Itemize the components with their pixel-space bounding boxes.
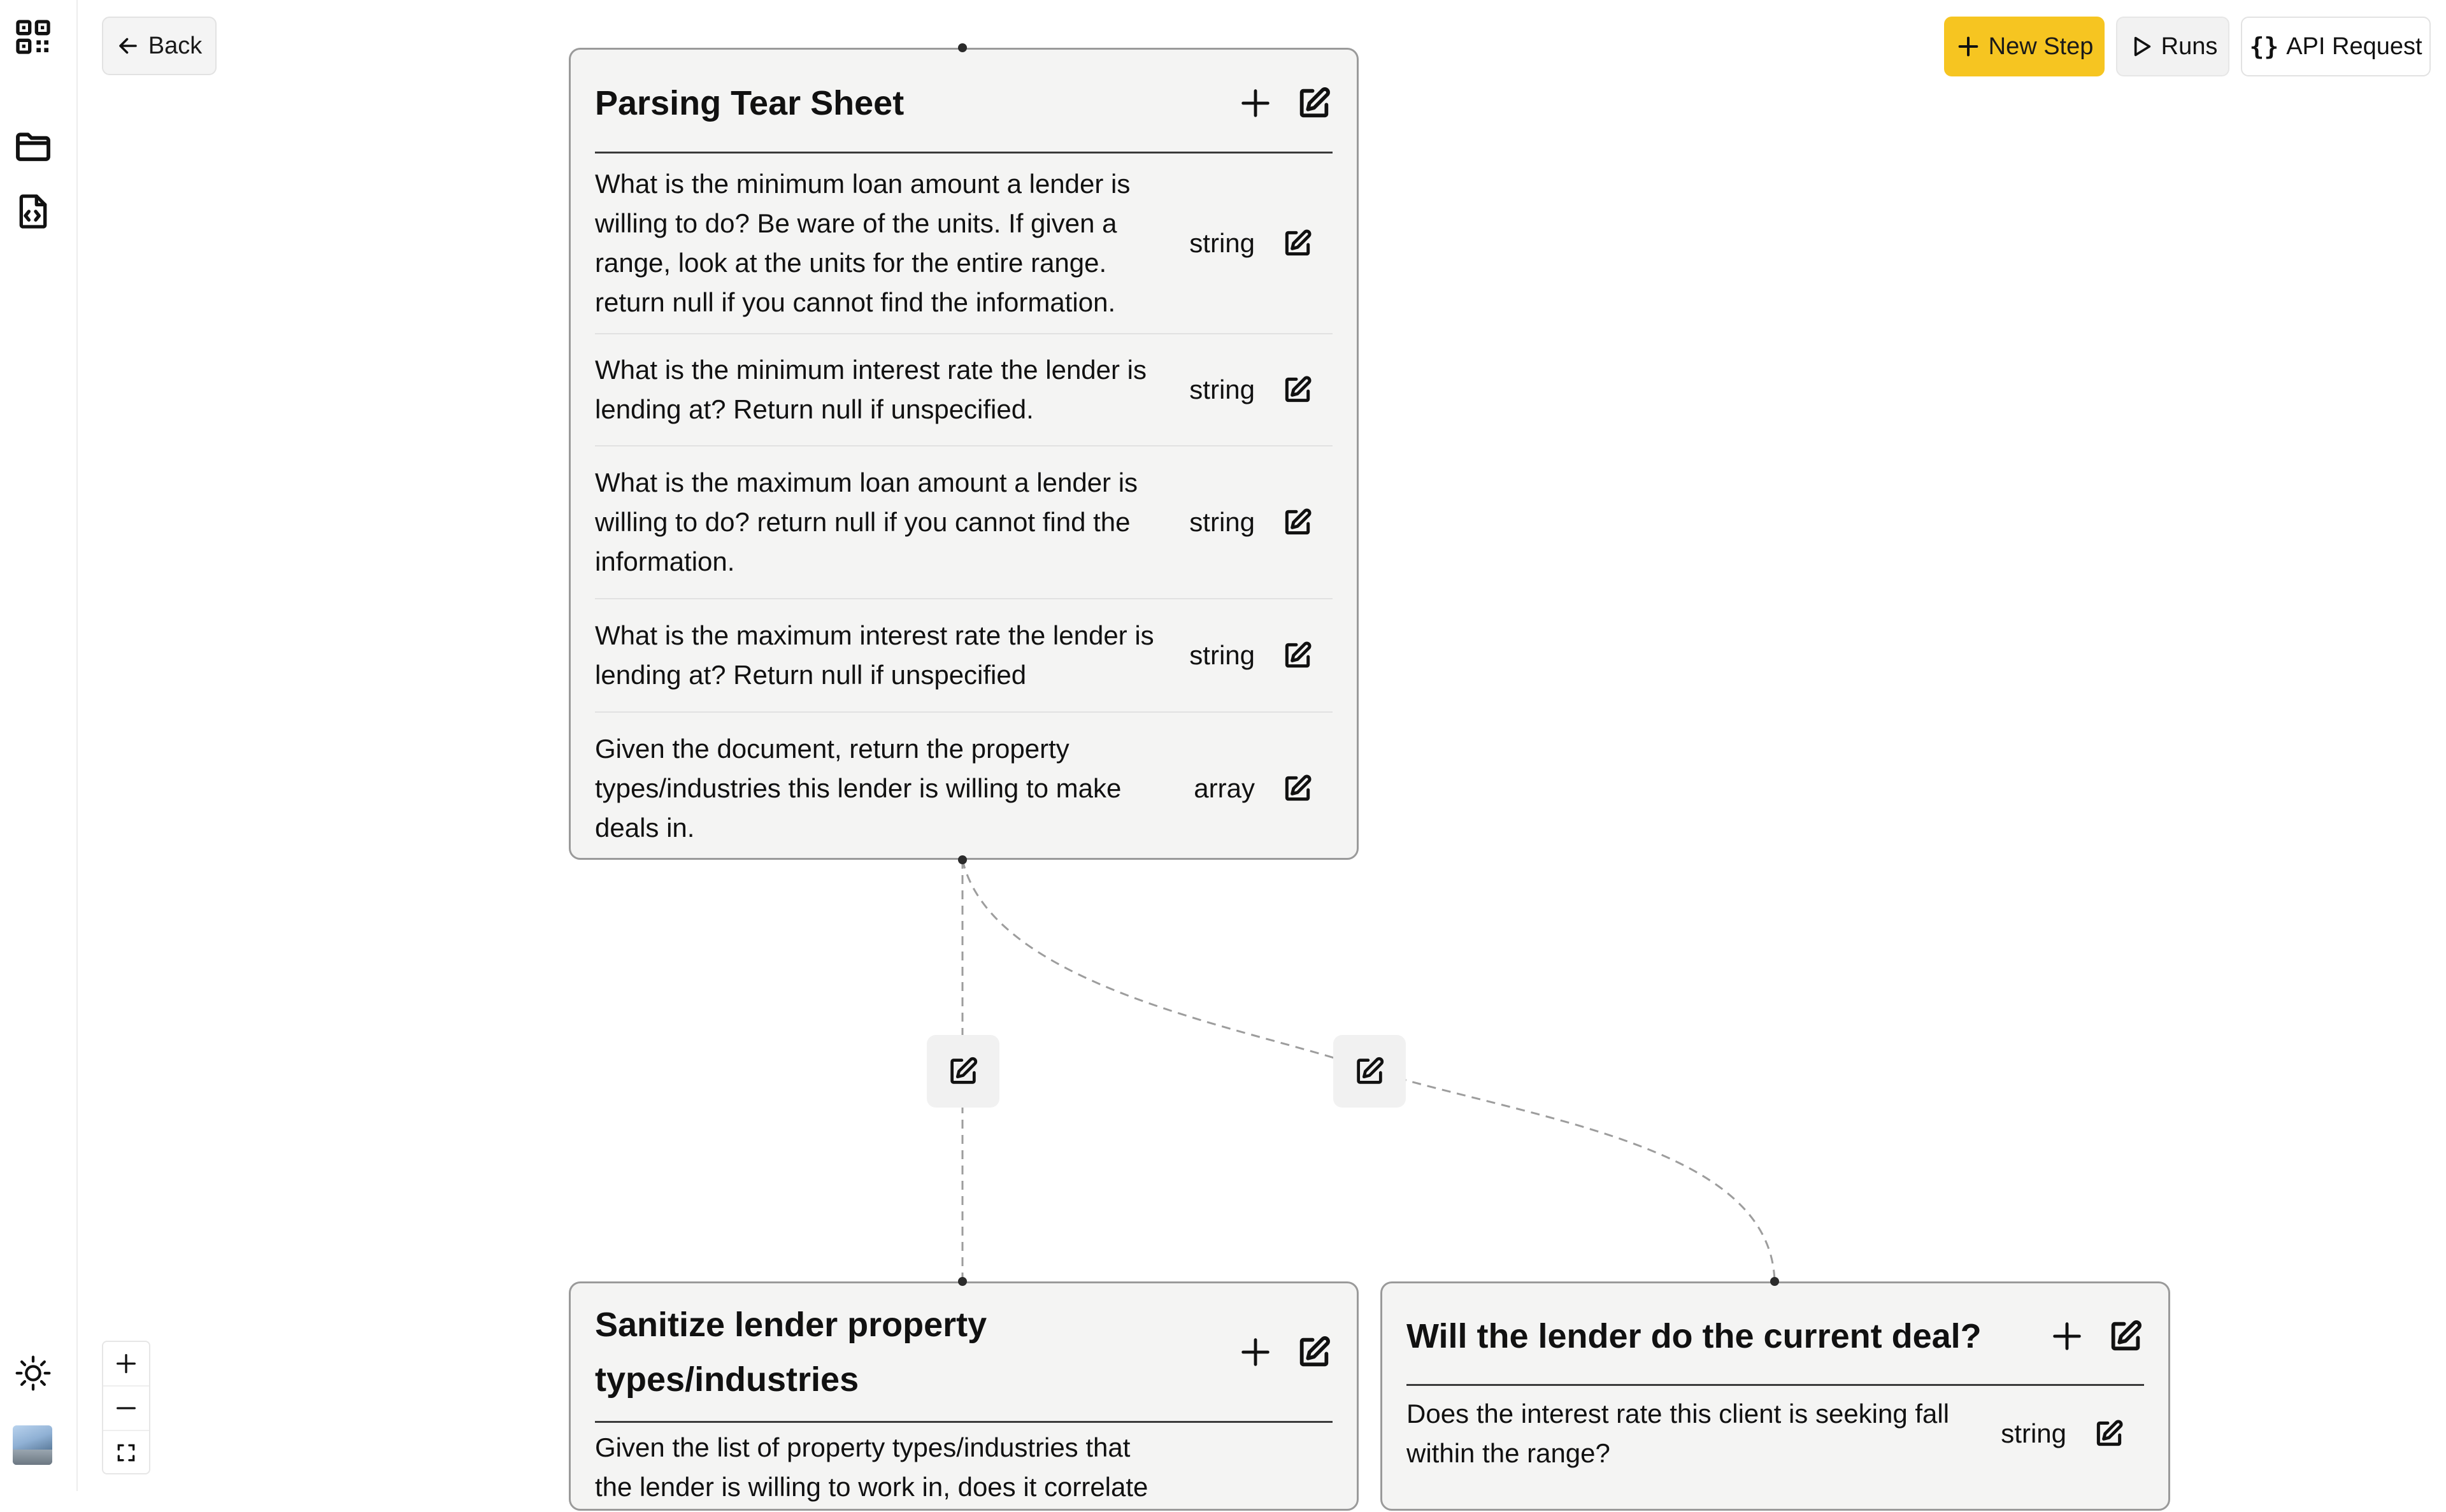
runs-label: Runs (2161, 32, 2218, 60)
play-icon (2128, 34, 2154, 59)
node-title: Parsing Tear Sheet (595, 84, 905, 122)
add-field-icon[interactable] (1237, 1334, 1274, 1371)
node-actions (2049, 1318, 2144, 1355)
edit-icon[interactable] (1282, 374, 1313, 406)
edit-icon[interactable] (1296, 1334, 1333, 1371)
file-code-icon[interactable] (11, 190, 55, 233)
plus-icon (113, 1351, 139, 1376)
node-actions (1237, 85, 1333, 122)
field-row (595, 334, 1333, 446)
node-input-handle[interactable] (958, 43, 967, 52)
field-type: string (1189, 507, 1255, 537)
edit-icon[interactable] (1282, 506, 1313, 538)
node-input-handle[interactable] (1770, 1277, 1779, 1286)
braces-icon: {} (2249, 32, 2279, 61)
qr-code-icon[interactable] (11, 15, 55, 59)
field-list (595, 153, 1333, 864)
edit-icon[interactable] (1282, 227, 1313, 259)
field-row (595, 1423, 1333, 1512)
new-step-label: New Step (1988, 32, 2094, 60)
edit-icon[interactable] (1296, 85, 1333, 122)
edit-icon (947, 1055, 980, 1088)
back-label: Back (148, 32, 203, 59)
edge-edit-button[interactable] (927, 1035, 999, 1108)
edit-icon (1353, 1055, 1386, 1088)
field-question: Given the document, return the property types/industries this lender is willing to make deals in. (595, 734, 1122, 843)
node-actions (1237, 1334, 1333, 1371)
field-type: string (1189, 640, 1255, 670)
field-row (595, 713, 1333, 864)
minus-icon (113, 1395, 139, 1421)
runs-button[interactable] (2116, 17, 2229, 76)
field-row (595, 599, 1333, 713)
folder-icon[interactable] (11, 125, 55, 168)
add-field-icon[interactable] (1237, 85, 1274, 122)
field-question: What is the maximum loan amount a lender is willing to do? return null if you cannot find the information. (595, 467, 1138, 576)
field-row (595, 446, 1333, 599)
sun-icon[interactable] (11, 1352, 55, 1395)
field-type: string (1189, 228, 1255, 258)
field-type: string (2001, 1418, 2066, 1448)
node-header (1406, 1283, 2144, 1386)
zoom-controls (102, 1341, 150, 1474)
node-input-handle[interactable] (958, 1277, 967, 1286)
fit-view-button[interactable] (103, 1431, 149, 1474)
field-type: string (1189, 374, 1255, 404)
edit-icon[interactable] (1282, 773, 1313, 804)
edit-icon[interactable] (1282, 639, 1313, 671)
edit-icon[interactable] (2107, 1318, 2144, 1355)
zoom-out-button[interactable] (103, 1387, 149, 1431)
field-question: What is the minimum interest rate the lender is lending at? Return null if unspecified. (595, 355, 1147, 424)
node-parsing-tear-sheet[interactable] (569, 48, 1359, 860)
node-header (595, 1283, 1333, 1423)
user-avatar[interactable] (13, 1425, 52, 1465)
api-request-button[interactable] (2241, 17, 2431, 76)
fit-view-icon (113, 1440, 139, 1466)
field-question: Given the list of property types/industries that the lender is willing to work in, does it correlate (595, 1432, 1148, 1502)
field-question: What is the minimum loan amount a lender is willing to do? Be ware of the units. If given a range, look at the units for the entire range. return null if you cannot find the information. (595, 169, 1131, 317)
edge-edit-button[interactable] (1333, 1035, 1406, 1108)
field-type: array (1194, 773, 1255, 803)
field-question: What is the maximum interest rate the lender is lending at? Return null if unspecified (595, 620, 1154, 690)
node-header (595, 50, 1333, 153)
node-will-lender-do-deal[interactable] (1380, 1281, 2170, 1511)
field-row (595, 153, 1333, 334)
arrow-left-icon (117, 34, 139, 57)
plus-icon (1956, 34, 1981, 59)
back-button[interactable] (102, 17, 217, 75)
field-question: Does the interest rate this client is seeking fall within the range? (1406, 1399, 1950, 1468)
edit-icon[interactable] (2093, 1418, 2125, 1450)
node-output-handle[interactable] (958, 855, 967, 864)
node-title: Will the lender do the current deal? (1406, 1317, 1982, 1355)
add-field-icon[interactable] (2049, 1318, 2085, 1355)
left-sidebar (0, 0, 78, 1491)
zoom-in-button[interactable] (103, 1342, 149, 1387)
node-sanitize-property-types[interactable] (569, 1281, 1359, 1511)
node-title: Sanitize lender property types/industries (595, 1306, 987, 1399)
new-step-button[interactable] (1944, 17, 2105, 76)
field-row (1406, 1386, 2144, 1481)
api-request-label: API Request (2286, 32, 2422, 60)
